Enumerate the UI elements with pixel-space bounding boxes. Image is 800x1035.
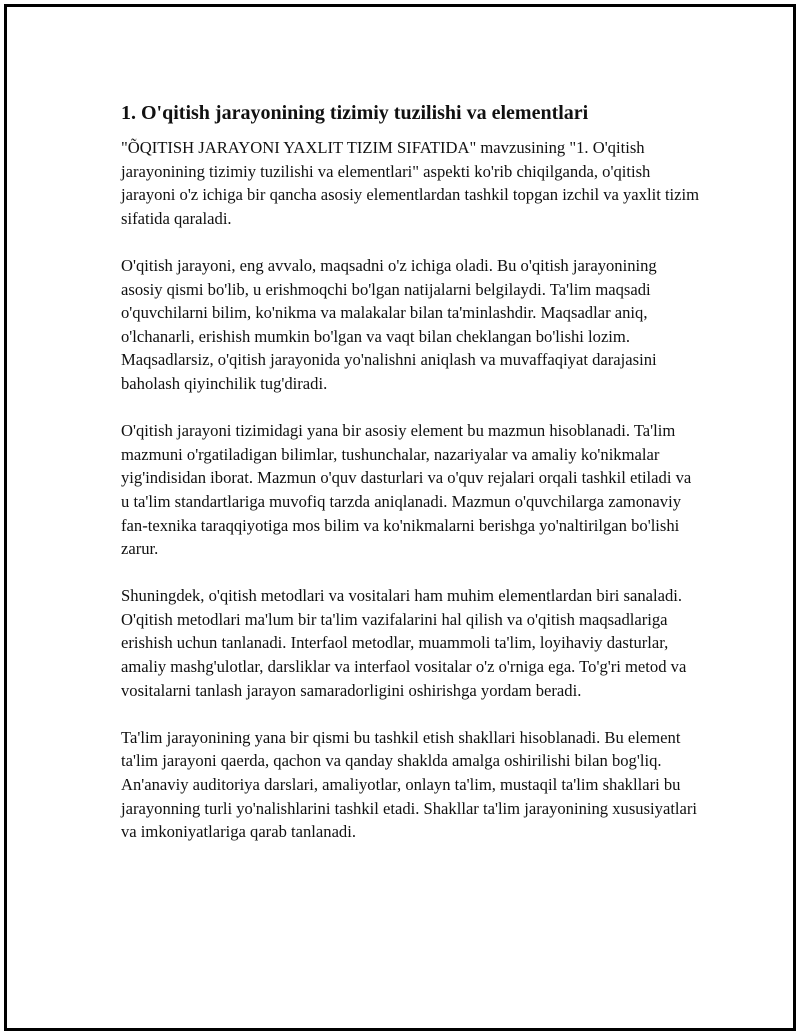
document-body <box>121 99 701 867</box>
section-heading: 1. O'qitish jarayonining tizimiy tuzilishi va elementlari <box>121 102 589 124</box>
paragraph-methods: Shuningdek, o'qitish metodlari va vositalari ham muhim elementlardan biri sanaladi. O'qitish metodlari ma'lum bir ta'lim vazifalarini hal qilish va o'qitish maqsadlariga erishish uchun tanlanadi. Interfaol metodlar, muammoli ta'lim, loyihaviy dasturlar, amaliy mashg'ulotlar, darsliklar va interfaol vositalar o'z o'rniga ega. To'g'ri metod va vositalarni tanlash jarayon samaradorligini oshirishga yordam beradi. <box>121 586 687 700</box>
paragraph-intro: "ÕQITISH JARAYONI YAXLIT TIZIM SIFATIDA" mavzusining "1. O'qitish jarayonining tizimiy tuzilishi va elementlari" aspekti ko'rib chiqilganda, o'qitish jarayoni o'z ichiga bir qancha asosiy elementlardan tashkil topgan izchil va yaxlit tizim sifatida qaraladi. <box>121 138 700 228</box>
page-frame <box>4 4 796 1031</box>
paragraph-goals: O'qitish jarayoni, eng avvalo, maqsadni o'z ichiga oladi. Bu o'qitish jarayonining asosiy qismi bo'lib, u erishmoqchi bo'lgan natijalarni belgilaydi. Ta'lim maqsadi o'quvchilarni bilim, ko'nikma va malakalar bilan ta'minlashdir. Maqsadlar aniq, o'lchanarli, erishish mumkin bo'lgan va vaqt bilan cheklangan bo'lishi lozim. Maqsadlarsiz, o'qitish jarayonida yo'nalishni aniqlash va muvaffaqiyat darajasini baholash qiyinchilik tug'diradi. <box>121 255 657 393</box>
paragraph-content: O'qitish jarayoni tizimidagi yana bir asosiy element bu mazmun hisoblanadi. Ta'lim mazmuni o'rgatiladigan bilimlar, tushunchalar, nazariyalar va amaliy ko'nikmalar yig'indisidan iborat. Mazmun o'quv dasturlari va o'quv rejalari orqali tashkil etiladi va u ta'lim standartlariga muvofiq tarzda aniqlanadi. Mazmun o'quvchilarga zamonaviy fan-texnika taraqqiyotiga mos bilim va ko'nikmalarni berishga yo'naltirilgan bo'lishi zarur. <box>121 421 692 559</box>
paragraph-forms: Ta'lim jarayonining yana bir qismi bu tashkil etish shakllari hisoblanadi. Bu element ta'lim jarayoni qaerda, qachon va qanday shaklda amalga oshirilishi bilan bog'liq. An'anaviy auditoriya darslari, amaliyotlar, onlayn ta'lim, mustaqil ta'lim shakllari bu jarayonning turli yo'nalishlarini tashkil etadi. Shakllar ta'lim jarayonining xususiyatlari va imkoniyatlariga qarab tanlanadi. <box>121 727 698 842</box>
